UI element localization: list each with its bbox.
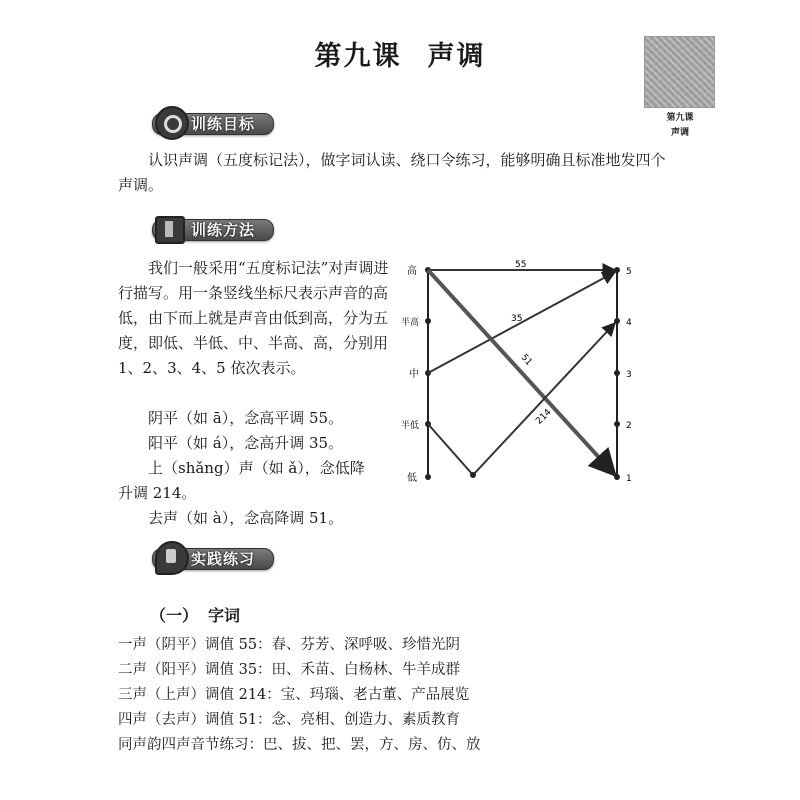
right-dot-3 bbox=[614, 370, 620, 376]
practice-subhead bbox=[150, 603, 240, 626]
left-dot-4 bbox=[425, 318, 431, 324]
exercise-line-5: 同声韵四声音节练习：巴、拔、把、罢，方、房、仿、放 bbox=[118, 737, 481, 753]
side-caption-topic: 声调 bbox=[670, 128, 689, 138]
tone-yinping: 阴平（如 ā），念高平调 55。 bbox=[148, 409, 344, 427]
left-dot-1 bbox=[425, 474, 431, 480]
section-practice-header bbox=[152, 548, 274, 570]
practice-subhead-name: 字词 bbox=[208, 606, 241, 625]
level-num-5: 5 bbox=[626, 267, 632, 277]
level-num-4: 4 bbox=[626, 318, 632, 328]
right-dot-2 bbox=[614, 421, 620, 427]
section-practice-label: 实践练习 bbox=[191, 550, 256, 568]
level-label-half-high: 半高 bbox=[400, 318, 419, 328]
level-label-half-low: 半低 bbox=[400, 421, 419, 431]
tone-shangsheng: 上（shǎng）声（如 ǎ），念低降 bbox=[148, 459, 365, 477]
tone-diagram bbox=[395, 255, 645, 495]
title-topic: 声调 bbox=[427, 41, 486, 72]
line-label-214: 214 bbox=[534, 407, 554, 427]
practice-icon bbox=[155, 541, 189, 575]
level-label-high: 高 bbox=[407, 266, 417, 277]
exercise-line-1: 一声（阴平）调值 55：春、芬芳、深呼吸、珍惜光阴 bbox=[118, 637, 461, 653]
book-icon bbox=[155, 216, 185, 244]
practice-subhead-num: （一） bbox=[150, 606, 199, 625]
level-num-3: 3 bbox=[626, 370, 632, 380]
section-goal-header bbox=[152, 113, 274, 135]
level-num-1: 1 bbox=[626, 474, 632, 484]
side-thumbnail bbox=[644, 36, 715, 108]
exercise-line-3: 三声（上声）调值 214：宝、玛瑙、老古董、产品展览 bbox=[118, 687, 470, 703]
tone-yangping: 阳平（如 á），念高升调 35。 bbox=[148, 434, 344, 452]
tone-line-214 bbox=[428, 323, 615, 475]
goal-text: 认识声调（五度标记法），做字词认读、绕口令练习，能够明确且标准地发四个声调。 bbox=[118, 151, 666, 194]
exercise-line-2: 二声（阳平）调值 35：田、禾苗、白杨林、牛羊成群 bbox=[118, 662, 461, 678]
tone-line-51 bbox=[428, 270, 615, 475]
exercise-line-4: 四声（去声）调值 51：念、亮相、创造力、素质教育 bbox=[118, 712, 461, 728]
title-lesson: 第九课 bbox=[314, 41, 402, 72]
tone-214-turn-dot bbox=[470, 472, 476, 478]
method-text: 我们一般采用“五度标记法”对声调进行描写。用一条竖线坐标尺表示声音的高低，由下而上就是声音由低到高，分为五度，即低、半低、中、半高、高，分别用 1、2、3、4、5 依次表示。 bbox=[118, 259, 389, 377]
line-label-51: 51 bbox=[518, 352, 534, 368]
tone-shangsheng-cont: 升调 214。 bbox=[118, 484, 197, 502]
section-method-header bbox=[152, 219, 274, 241]
tone-qusheng: 去声（如 à），念高降调 51。 bbox=[148, 509, 344, 527]
level-num-2: 2 bbox=[626, 421, 632, 431]
line-label-55: 55 bbox=[515, 260, 527, 270]
section-goal-label: 训练目标 bbox=[191, 115, 256, 133]
target-icon bbox=[155, 106, 189, 140]
level-label-mid: 中 bbox=[409, 369, 419, 380]
side-caption-lesson: 第九课 bbox=[666, 113, 694, 123]
line-label-35: 35 bbox=[511, 314, 523, 324]
section-method-label: 训练方法 bbox=[191, 221, 256, 239]
level-label-low: 低 bbox=[407, 473, 417, 484]
